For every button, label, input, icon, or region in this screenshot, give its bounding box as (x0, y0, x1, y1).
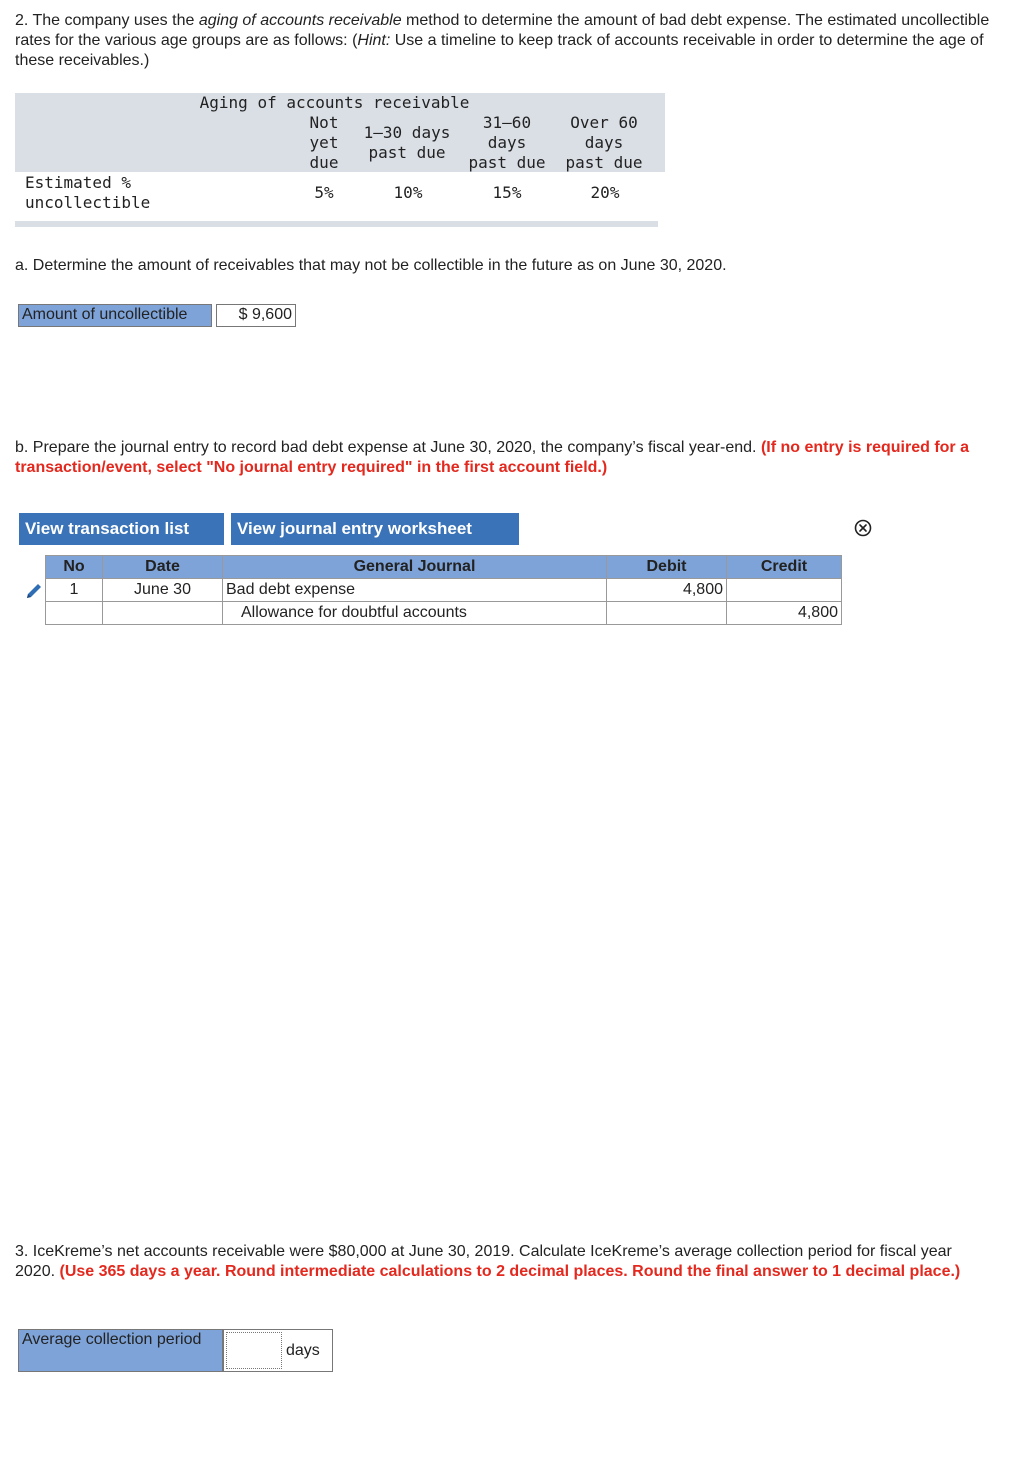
q2-emphasis: aging of accounts receivable (198, 12, 402, 29)
q3-instruction: (Use 365 days a year. Round intermediate calculations to 2 decimal places. Round the final answer to 1 decimal place.) (59, 1263, 961, 1280)
col-31-60-days: 31–60 days past due (468, 113, 546, 172)
journal-table (45, 555, 842, 625)
question-3 (15, 1242, 995, 1282)
row-no: 1 (46, 579, 103, 602)
rate-over-60: 20% (590, 183, 620, 202)
row-date[interactable]: June 30 (103, 579, 223, 602)
part-b-instruction: (If no entry is required for a transaction/event, select "No journal entry required" in the first account field.) (15, 439, 969, 476)
amount-uncollectible-input[interactable]: $ 9,600 (216, 304, 296, 327)
average-collection-period-field (223, 1329, 333, 1372)
q2-text-b: method to determine the amount of bad debt expense. The estimated uncollectible rates for the various age groups are as follows: ( (15, 12, 990, 49)
row-account[interactable]: Bad debt expense (223, 579, 607, 602)
q2-hint: Hint: (357, 32, 391, 49)
rate-not-yet-due: 5% (314, 183, 334, 202)
header-general-journal: General Journal (223, 556, 607, 579)
row-label-estimated: Estimated % uncollectible (25, 173, 151, 212)
row-date[interactable] (103, 602, 223, 625)
journal-header-row (46, 556, 842, 579)
aging-bottom-rule (15, 221, 658, 227)
view-journal-entry-worksheet-button[interactable]: View journal entry worksheet (231, 513, 519, 545)
journal-row (46, 602, 842, 625)
row-credit[interactable] (727, 579, 842, 602)
q2-text-c: Use a timeline to keep track of accounts receivable in order to determine the age of these receivables.) (15, 32, 984, 69)
average-collection-period-input[interactable] (226, 1332, 282, 1369)
amount-uncollectible-label: Amount of uncollectible (18, 304, 212, 327)
row-debit[interactable] (607, 602, 727, 625)
header-no: No (46, 556, 103, 579)
header-debit: Debit (607, 556, 727, 579)
average-collection-period-label: Average collection period (18, 1329, 223, 1372)
q3-text: 3. IceKreme’s net accounts receivable were $80,000 at June 30, 2019. Calculate IceKreme’s average collection period for fiscal year 2020. (15, 1243, 952, 1280)
col-1-30-days: 1–30 days past due (363, 123, 451, 162)
row-account[interactable]: Allowance for doubtful accounts (223, 602, 607, 625)
col-not-yet-due: Not yet due (309, 113, 339, 172)
pencil-icon[interactable] (24, 583, 44, 601)
rate-31-60: 15% (492, 183, 522, 202)
rate-1-30: 10% (393, 183, 423, 202)
part-b-question (15, 438, 995, 478)
row-debit[interactable]: 4,800 (607, 579, 727, 602)
row-credit[interactable]: 4,800 (727, 602, 842, 625)
aging-title: Aging of accounts receivable (199, 93, 470, 112)
question-2-intro (15, 11, 995, 71)
part-b-text: b. Prepare the journal entry to record bad debt expense at June 30, 2020, the company’s fiscal year-end. (15, 439, 761, 456)
row-no (46, 602, 103, 625)
aging-table (15, 93, 665, 228)
header-credit: Credit (727, 556, 842, 579)
close-icon[interactable] (854, 519, 872, 537)
q2-text-a: 2. The company uses the (15, 12, 199, 29)
days-unit-label: days (286, 1342, 320, 1359)
col-over-60-days: Over 60 days past due (565, 113, 643, 172)
journal-row (46, 579, 842, 602)
view-transaction-list-button[interactable]: View transaction list (19, 513, 224, 545)
header-date: Date (103, 556, 223, 579)
part-a-question: a. Determine the amount of receivables that may not be collectible in the future as on June 30, 2020. (15, 257, 727, 274)
